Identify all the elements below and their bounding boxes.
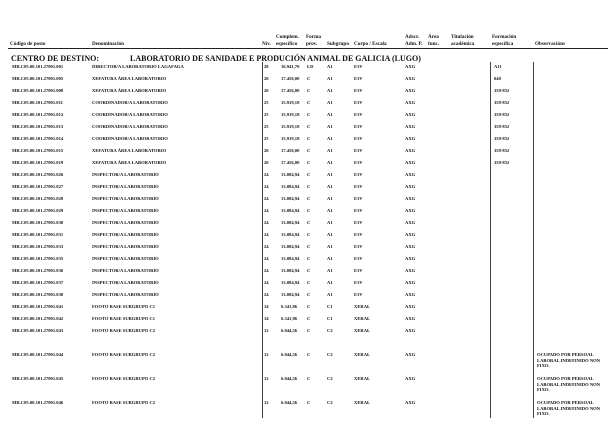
post-name: INSPECTOR/A LABORATORIO [92,196,159,201]
post-level: 24 [264,280,269,285]
post-complement: 6.341,86 [281,304,298,309]
post-corpo: XERAL [354,316,371,321]
header-adscr-2: Adm. P. [405,41,423,47]
post-corpo: E3V [354,136,363,141]
post-complement: 13.084,94 [281,184,300,189]
post-complement: 17.456,00 [281,160,300,165]
post-formation: 359-852 [494,112,510,117]
post-formation: 359-852 [494,160,510,165]
post-adscription: AXG [405,64,416,69]
post-name: FOOTO BASE SUBGRUPO C1 [92,316,156,321]
post-code: MR.C05.00.101.27001.046 [12,400,64,405]
post-level: 26 [264,160,269,165]
post-forma: C [307,400,311,405]
post-complement: 13.084,94 [281,244,300,249]
post-adscription: AXG [405,220,416,225]
post-name: INSPECTOR/A LABORATORIO [92,208,159,213]
post-corpo: E3V [354,184,363,189]
post-subgroup: A1 [327,280,333,285]
post-complement: 15.919,18 [281,100,300,105]
post-subgroup: C2 [327,400,333,405]
post-forma: C [307,352,311,357]
post-forma: C [307,328,311,333]
post-formation: 359-852 [494,88,510,93]
post-level: 24 [264,184,269,189]
header-forma-2: prov. [306,41,318,47]
post-forma: C [307,232,311,237]
post-complement: 6.044,56 [281,352,298,357]
post-complement: 6.341,86 [281,316,298,321]
post-adscription: AXG [405,112,416,117]
post-name: INSPECTOR/A LABORATORIO [92,256,159,261]
post-adscription: AXG [405,208,416,213]
centro-name: LABORATORIO DE SANIDADE E PRODUCIÓN ANIMAL DE GALICIA (LUGO) [130,54,421,63]
post-complement: 13.084,94 [281,196,300,201]
post-adscription: AXG [405,100,416,105]
post-name: XEFATURA ÁREA LABORATORIO [92,88,167,93]
post-adscription: AXG [405,148,416,153]
post-formation: 359-852 [494,100,510,105]
post-corpo: E3V [354,148,363,153]
post-level: 26 [264,76,269,81]
post-subgroup: A1 [327,100,333,105]
post-subgroup: A1 [327,76,333,81]
post-name: FOOTO BASE SUBGRUPO C1 [92,304,156,309]
post-corpo: E3V [354,196,363,201]
post-name: INSPECTOR/A LABORATORIO [92,268,159,273]
post-corpo: E3V [354,76,363,81]
post-level: 25 [264,112,269,117]
column-divider [533,62,534,418]
post-level: 24 [264,232,269,237]
post-code: MR.C05.00.101.27001.030 [12,220,64,225]
header-complemento-2: específico [276,41,298,47]
post-complement: 17.456,00 [281,88,300,93]
post-complement: 13.084,94 [281,256,300,261]
post-adscription: AXG [405,244,416,249]
post-subgroup: A1 [327,124,333,129]
post-forma: C [307,124,311,129]
post-code: MR.C05.00.101.27001.035 [12,256,64,261]
column-divider [490,62,491,418]
post-subgroup: C1 [327,304,333,309]
post-subgroup: A1 [327,112,333,117]
post-adscription: AXG [405,160,416,165]
post-corpo: XERAL [354,352,371,357]
post-adscription: AXG [405,124,416,129]
post-name: INSPECTOR/A LABORATORIO [92,172,159,177]
post-forma: C [307,304,311,309]
post-level: 26 [264,148,269,153]
post-name: INSPECTOR/A LABORATORIO [92,184,159,189]
post-complement: 15.919,18 [281,112,300,117]
post-level: 28 [264,64,269,69]
post-adscription: AXG [405,376,416,381]
post-code: MR.C05.00.101.27001.019 [12,160,64,165]
post-adscription: AXG [405,172,416,177]
post-complement: 6.044,56 [281,328,298,333]
post-level: 24 [264,244,269,249]
post-complement: 13.084,94 [281,208,300,213]
post-adscription: AXG [405,292,416,297]
header-area-1: Área [428,34,439,40]
post-level: 12 [264,328,269,333]
post-corpo: E3V [354,268,363,273]
post-level: 24 [264,172,269,177]
post-name: FOOTO BASE SUBGRUPO C2 [92,328,156,333]
post-code: MR.C05.00.101.27001.042 [12,316,64,321]
post-code: MR.C05.00.101.27001.013 [12,124,64,129]
header-codigo: Código de posto [10,41,46,47]
header-adscr-1: Adscr. [405,34,420,40]
post-forma: C [307,220,311,225]
header-titulacion-1: Titulación [451,34,474,40]
post-name: XEFATURA ÁREA LABORATORIO [92,76,167,81]
post-subgroup: A1 [327,136,333,141]
post-code: MR.C05.00.101.27001.036 [12,268,64,273]
post-corpo: E3V [354,208,363,213]
post-forma: C [307,172,311,177]
post-complement: 13.084,94 [281,280,300,285]
post-adscription: AXG [405,76,416,81]
post-forma: C [307,376,311,381]
post-name: COORDINADOR/A LABORATORIO [92,124,168,129]
header-area-2: func. [428,41,440,47]
post-code: MR.C05.00.101.27001.015 [12,148,64,153]
post-corpo: E3V [354,244,363,249]
post-subgroup: A1 [327,160,333,165]
post-subgroup: A1 [327,256,333,261]
post-forma: C [307,256,311,261]
post-name: INSPECTOR/A LABORATORIO [92,232,159,237]
post-forma: C [307,100,311,105]
post-name: DIRECTOR/A LABORATORIO LAGAFAGA [92,64,184,69]
post-level: 12 [264,352,269,357]
post-level: 25 [264,124,269,129]
post-level: 24 [264,196,269,201]
header-titulacion-2: académica [451,41,475,47]
header-nivel: Nív. [262,41,271,47]
post-forma: C [307,196,311,201]
post-subgroup: A1 [327,220,333,225]
post-complement: 13.084,94 [281,220,300,225]
post-adscription: AXG [405,196,416,201]
post-name: INSPECTOR/A LABORATORIO [92,220,159,225]
post-subgroup: A1 [327,196,333,201]
post-subgroup: C1 [327,316,333,321]
post-forma: C [307,76,311,81]
post-complement: 17.456,00 [281,148,300,153]
post-level: 12 [264,400,269,405]
post-corpo: E3V [354,232,363,237]
post-code: MR.C05.00.101.27001.037 [12,280,64,285]
centro-label: CENTRO DE DESTINO: [11,54,100,63]
post-corpo: E3V [354,280,363,285]
post-subgroup: A1 [327,172,333,177]
post-adscription: AXG [405,304,416,309]
post-subgroup: A1 [327,244,333,249]
header-corpo: Corpo / Escala [354,41,387,47]
post-formation: 359-852 [494,136,510,141]
post-complement: 13.084,94 [281,232,300,237]
post-code: MR.C05.00.101.27001.014 [12,136,64,141]
post-complement: 13.084,94 [281,292,300,297]
post-subgroup: C2 [327,376,333,381]
post-complement: 15.919,18 [281,124,300,129]
post-forma: C [307,184,311,189]
post-code: MR.C05.00.101.27001.029 [12,208,64,213]
post-complement: 6.044,56 [281,376,298,381]
post-adscription: AXG [405,256,416,261]
post-subgroup: A1 [327,232,333,237]
post-name: XEFATURA ÁREA LABORATORIO [92,160,167,165]
post-code: MR.C05.00.101.27001.044 [12,352,64,357]
post-forma: C [307,244,311,249]
post-adscription: AXG [405,184,416,189]
post-forma: LD [307,64,314,69]
post-corpo: E3V [354,256,363,261]
post-corpo: E3V [354,100,363,105]
post-subgroup: A1 [327,208,333,213]
post-complement: 16.941,70 [281,64,300,69]
post-forma: C [307,280,311,285]
post-code: MR.C05.00.101.27001.012 [12,112,64,117]
post-complement: 13.084,94 [281,172,300,177]
post-subgroup: A1 [327,268,333,273]
post-subgroup: A1 [327,184,333,189]
post-forma: C [307,292,311,297]
post-code: MR.C05.00.101.27001.045 [12,376,64,381]
post-subgroup: A1 [327,148,333,153]
post-level: 24 [264,208,269,213]
post-name: INSPECTOR/A LABORATORIO [92,244,159,249]
post-name: XEFATURA ÁREA LABORATORIO [92,148,167,153]
post-forma: C [307,160,311,165]
post-forma: C [307,268,311,273]
post-corpo: XERAL [354,376,371,381]
post-level: 12 [264,376,269,381]
post-name: COORDINADOR/A LABORATORIO [92,136,168,141]
post-adscription: AXG [405,136,416,141]
post-name: COORDINADOR/A LABORATORIO [92,100,168,105]
post-code: MR.C05.00.101.27001.043 [12,328,64,333]
post-corpo: E3V [354,64,363,69]
post-forma: C [307,136,311,141]
post-adscription: AXG [405,316,416,321]
post-corpo: E3V [354,292,363,297]
post-subgroup: A1 [327,292,333,297]
post-name: FOOTO BASE SUBGRUPO C2 [92,376,156,381]
post-code: MR.C05.00.101.27001.033 [12,244,64,249]
post-level: 25 [264,100,269,105]
header-subgrupo: Subgrupo [327,41,349,47]
post-name: INSPECTOR/A LABORATORIO [92,280,159,285]
header-complemento-1: Complem. [276,34,299,40]
post-adscription: AXG [405,268,416,273]
post-adscription: AXG [405,88,416,93]
post-forma: C [307,148,311,153]
post-level: 14 [264,316,269,321]
post-name: FOOTO BASE SUBGRUPO C2 [92,400,156,405]
post-corpo: E3V [354,160,363,165]
post-subgroup: A1 [327,64,333,69]
post-level: 14 [264,304,269,309]
post-formation: 359-852 [494,124,510,129]
post-corpo: E3V [354,172,363,177]
post-code: MR.C05.00.101.27001.005 [12,76,64,81]
post-forma: C [307,112,311,117]
post-subgroup: A1 [327,88,333,93]
post-corpo: E3V [354,88,363,93]
post-corpo: E3V [354,124,363,129]
post-forma: C [307,208,311,213]
column-divider [262,62,263,418]
post-corpo: E3V [354,112,363,117]
post-formation: 359-852 [494,148,510,153]
post-code: MR.C05.00.101.27001.011 [12,100,63,105]
post-subgroup: C2 [327,352,333,357]
post-corpo: XERAL [354,304,371,309]
post-formation: A11 [494,64,502,69]
post-adscription: AXG [405,400,416,405]
post-code: MR.C05.00.101.27001.038 [12,292,64,297]
post-code: MR.C05.00.101.27001.031 [12,232,64,237]
post-complement: 17.456,00 [281,76,300,81]
post-adscription: AXG [405,352,416,357]
post-level: 24 [264,292,269,297]
post-formation: 040 [494,76,501,81]
post-complement: 6.044,56 [281,400,298,405]
post-observations: OCUPADO POR PERSOAL LABORAL INDEFINIDO NON FIXO. [537,352,601,369]
post-name: INSPECTOR/A LABORATORIO [92,292,159,297]
post-complement: 15.919,18 [281,136,300,141]
post-name: FOOTO BASE SUBGRUPO C2 [92,352,156,357]
post-level: 24 [264,268,269,273]
post-adscription: AXG [405,232,416,237]
header-rule [8,48,608,49]
header-formacion-1: Formación [492,34,517,40]
post-code: MR.C05.00.101.27001.026 [12,172,64,177]
post-level: 24 [264,256,269,261]
post-forma: C [307,88,311,93]
post-code: MR.C05.00.101.27001.001 [12,64,64,69]
post-code: MR.C05.00.101.27001.028 [12,196,64,201]
post-corpo: XERAL [354,400,371,405]
post-observations: OCUPADO POR PERSOAL LABORAL INDEFINIDO NON FIXO. [537,376,601,393]
header-forma-1: Forma [306,34,321,40]
post-level: 25 [264,136,269,141]
post-subgroup: C2 [327,328,333,333]
post-level: 26 [264,88,269,93]
post-adscription: AXG [405,328,416,333]
post-adscription: AXG [405,280,416,285]
post-code: MR.C05.00.101.27001.008 [12,88,64,93]
post-complement: 13.084,94 [281,268,300,273]
post-code: MR.C05.00.101.27001.041 [12,304,64,309]
post-corpo: XERAL [354,328,371,333]
post-level: 24 [264,220,269,225]
post-forma: C [307,316,311,321]
post-corpo: E3V [354,220,363,225]
post-code: MR.C05.00.101.27001.027 [12,184,64,189]
header-observacions: Observacións [535,41,565,47]
post-observations: OCUPADO POR PERSOAL LABORAL INDEFINIDO NON FIXO. [537,400,601,417]
post-name: COORDINADOR/A LABORATORIO [92,112,168,117]
header-formacion-2: específica [492,41,514,47]
header-denominacion: Denominación [92,41,124,47]
